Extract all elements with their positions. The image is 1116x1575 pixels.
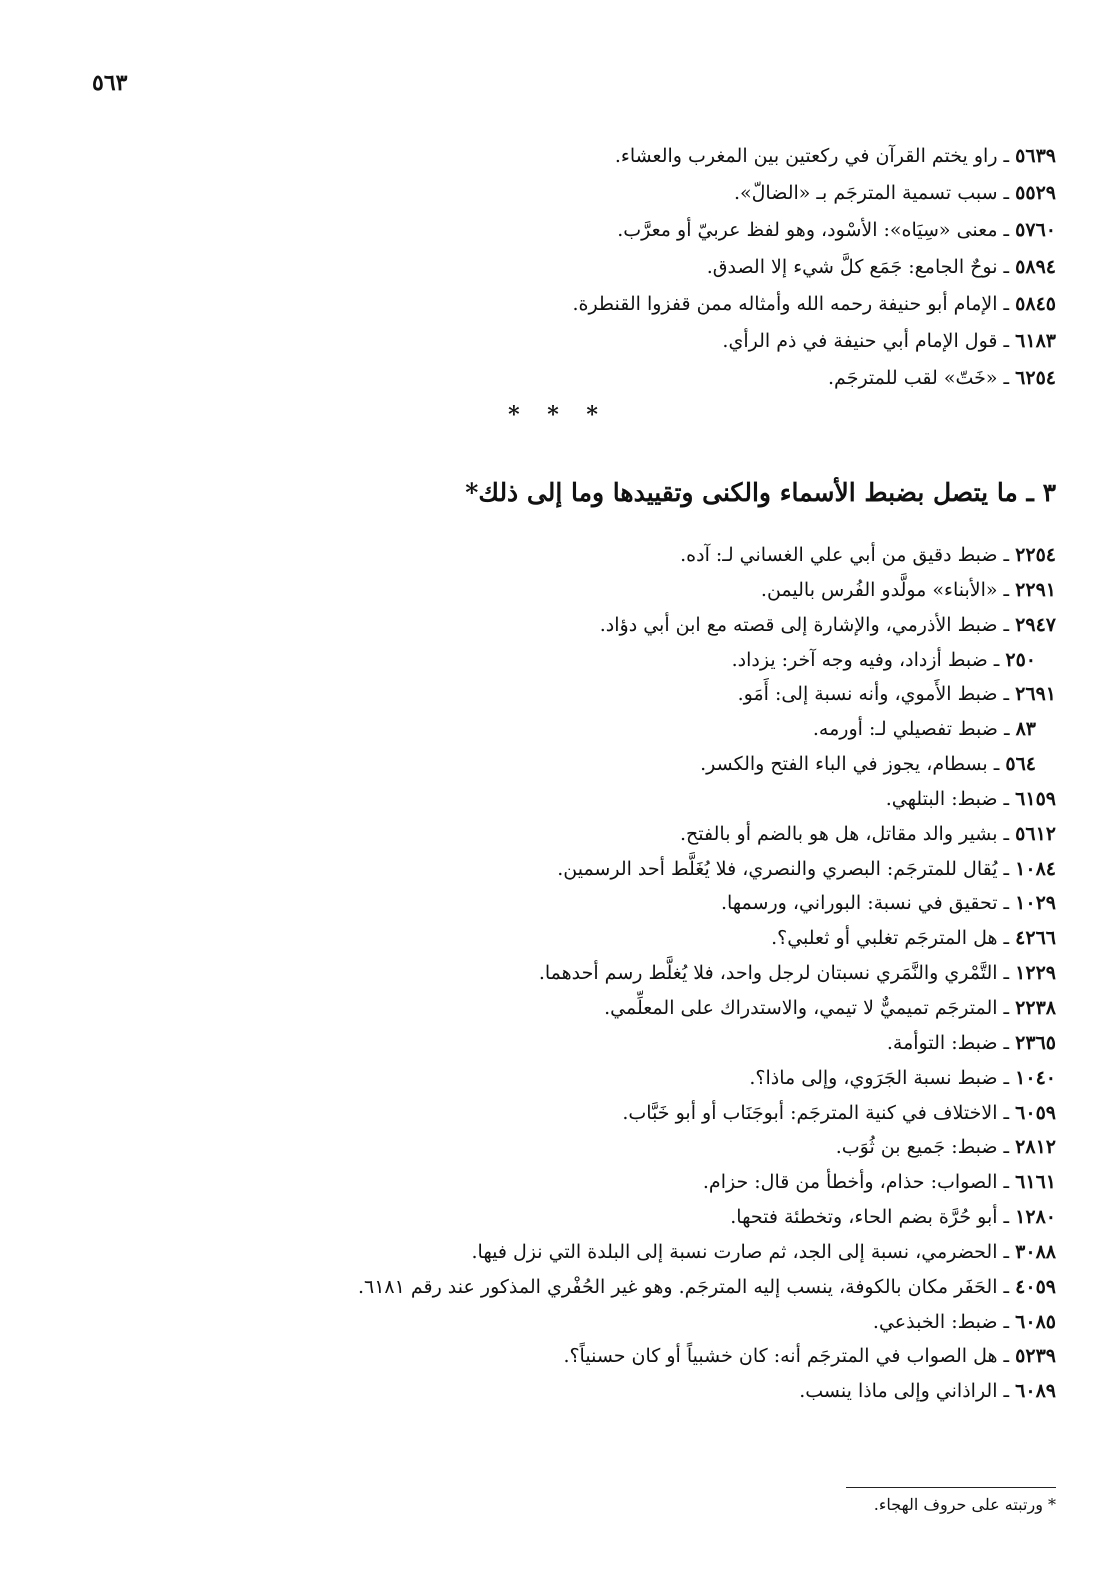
- list-item: [358, 782, 1056, 817]
- list-item: [572, 286, 1056, 323]
- entry-number: ٣٠٨٨: [1015, 1240, 1056, 1263]
- entry-text: يُقال للمترجَم: البصري والنصري، فلا يُغَلَّط أحد الرسمين.: [557, 857, 998, 880]
- entry-number: ٥٢٣٩: [1015, 1345, 1056, 1368]
- list-item: [358, 921, 1056, 956]
- footnote-rule: [846, 1487, 1056, 1488]
- entry-text: ضبط تفصيلي لـ: أورمه.: [812, 718, 998, 741]
- entry-text: المترجَم تميميٌّ لا تيمي، والاستدراك على المعلِّمي.: [604, 996, 998, 1019]
- entry-number: ٨٣: [1015, 718, 1036, 741]
- footnote: * ورتبته على حروف الهجاء.: [873, 1495, 1056, 1514]
- entry-dash: ـ: [997, 1240, 1016, 1263]
- entry-dash: ـ: [997, 822, 1016, 845]
- entry-text: تحقيق في نسبة: البوراني، ورسمها.: [720, 892, 998, 915]
- entry-text: ضبط أزداد، وفيه وجه آخر: يزداد.: [731, 648, 988, 671]
- entry-text: هل المترجَم تغلبي أو ثعلبي؟.: [771, 927, 998, 950]
- entry-text: بسطام، يجوز في الباء الفتح والكسر.: [700, 753, 988, 776]
- entry-number: ٦٢٥٤: [1015, 367, 1056, 389]
- entry-number: ٢٢٥٤: [1015, 544, 1056, 566]
- entry-number: ٦١٨٣: [1015, 330, 1056, 352]
- entry-dash: ـ: [997, 1206, 1016, 1229]
- list-item: [358, 608, 1056, 643]
- list-item: [358, 1339, 1056, 1374]
- entry-dash: ـ: [997, 1101, 1016, 1124]
- list-item: [358, 1026, 1056, 1061]
- entry-text: الراذاني وإلى ماذا ينسب.: [799, 1380, 998, 1403]
- entry-number: ٤٠٥٩: [1015, 1275, 1056, 1298]
- entry-list-top: [572, 138, 1056, 397]
- entry-dash: ـ: [997, 1380, 1016, 1403]
- entry-number: ٢٨١٢: [1015, 1136, 1056, 1159]
- entry-dash: ـ: [997, 1310, 1016, 1333]
- entry-dash: ـ: [997, 1136, 1016, 1159]
- list-item: [358, 573, 1056, 608]
- entry-text: ضبط دقيق من أبي علي الغساني لـ: آده.: [680, 544, 998, 566]
- entry-number: ١٠٤٠: [1015, 1066, 1056, 1089]
- entry-dash: ـ: [997, 892, 1016, 915]
- entry-list-section-3: [358, 538, 1056, 1409]
- entry-text: «خَتّ» لقب للمترجَم.: [828, 367, 998, 389]
- list-item: [358, 538, 1056, 573]
- list-item: [358, 712, 1056, 747]
- list-item: [358, 886, 1056, 921]
- entry-dash: ـ: [997, 145, 1016, 167]
- list-item: [572, 138, 1056, 175]
- entry-dash: ـ: [997, 613, 1016, 636]
- entry-text: معنى «سِيَاه»: الأسْود، وهو لفظ عربيّ أو معرَّب.: [617, 219, 998, 241]
- entry-dash: ـ: [997, 927, 1016, 950]
- entry-text: راو يختم القرآن في ركعتين بين المغرب والعشاء.: [614, 145, 998, 167]
- list-item: [358, 747, 1056, 782]
- entry-dash: ـ: [997, 1171, 1016, 1194]
- entry-text: ضبط: جَميع بن ثُوَب.: [835, 1136, 998, 1159]
- entry-text: ضبط: الخبذعي.: [872, 1310, 998, 1333]
- list-item: [358, 852, 1056, 887]
- list-item: [358, 1305, 1056, 1340]
- entry-text: هل الصواب في المترجَم أنه: كان خشبياً أو كان حسنياً؟.: [563, 1345, 998, 1368]
- entry-text: ضبط: البتلهي.: [885, 787, 998, 810]
- entry-text: ضبط الأَموي، وأنه نسبة إلى: أَمَو.: [737, 683, 998, 706]
- entry-dash: ـ: [997, 683, 1016, 706]
- entry-number: ٢٢٣٨: [1015, 996, 1056, 1019]
- entry-dash: ـ: [997, 1066, 1016, 1089]
- page-number: ٥٦٣: [92, 70, 128, 96]
- entry-number: ٥٦٣٩: [1015, 145, 1056, 167]
- list-item: [358, 1235, 1056, 1270]
- entry-text: الصواب: حذام، وأخطأ من قال: حزام.: [702, 1171, 998, 1194]
- entry-dash: ـ: [997, 330, 1016, 352]
- entry-number: ١٠٨٤: [1015, 857, 1056, 880]
- entry-dash: ـ: [997, 962, 1016, 985]
- list-item: [358, 643, 1056, 678]
- entry-dash: ـ: [997, 544, 1016, 566]
- entry-dash: ـ: [997, 219, 1016, 241]
- entry-dash: ـ: [997, 293, 1016, 315]
- entry-number: ٥٥٢٩: [1015, 182, 1056, 204]
- list-item: [358, 1374, 1056, 1409]
- entry-text: سبب تسمية المترجَم بـ «الضالّ».: [733, 182, 998, 204]
- entry-text: أبو حُرَّة بضم الحاء، وتخطئة فتحها.: [730, 1206, 998, 1229]
- entry-dash: ـ: [997, 1031, 1016, 1054]
- entry-dash: ـ: [997, 578, 1016, 601]
- list-item: [358, 1165, 1056, 1200]
- entry-dash: ـ: [997, 718, 1016, 741]
- section-separator: * * *: [508, 402, 608, 428]
- entry-dash: ـ: [997, 182, 1016, 204]
- entry-number: ٥٦١٢: [1015, 822, 1056, 845]
- list-item: [572, 175, 1056, 212]
- section-heading: ٣ ـ ما يتصل بضبط الأسماء والكنى وتقييدها وما إلى ذلك*: [465, 478, 1056, 507]
- entry-number: ٦١٦١: [1015, 1171, 1056, 1194]
- list-item: [358, 817, 1056, 852]
- entry-text: الإمام أبو حنيفة رحمه الله وأمثاله ممن قفزوا القنطرة.: [572, 293, 998, 315]
- entry-number: ٦٠٨٩: [1015, 1380, 1056, 1403]
- list-item: [358, 1061, 1056, 1096]
- entry-number: ٢٥٠: [1005, 648, 1036, 671]
- list-item: [358, 956, 1056, 991]
- entry-text: الاختلاف في كنية المترجَم: أبوجَنَاب أو أبو خَبَّاب.: [622, 1101, 998, 1124]
- list-item: [572, 249, 1056, 286]
- entry-number: ٢٦٩١: [1015, 683, 1056, 706]
- entry-dash: ـ: [987, 648, 1006, 671]
- entry-text: التَّمْري والنَّمَري نسبتان لرجل واحد، فلا يُغلَّط رسم أحدهما.: [538, 962, 998, 985]
- entry-dash: ـ: [987, 753, 1006, 776]
- entry-dash: ـ: [997, 996, 1016, 1019]
- entry-text: بشير والد مقاتل، هل هو بالضم أو بالفتح.: [679, 822, 998, 845]
- entry-number: ٥٨٤٥: [1015, 293, 1056, 315]
- entry-number: ٦١٥٩: [1015, 787, 1056, 810]
- entry-number: ٥٨٩٤: [1015, 256, 1056, 278]
- entry-dash: ـ: [997, 1275, 1016, 1298]
- list-item: [358, 1130, 1056, 1165]
- list-item: [572, 360, 1056, 397]
- entry-number: ٥٧٦٠: [1015, 219, 1056, 241]
- entry-text: «الأبناء» مولَّدو الفُرس باليمن.: [760, 578, 998, 601]
- entry-dash: ـ: [997, 1345, 1016, 1368]
- entry-dash: ـ: [997, 367, 1016, 389]
- entry-number: ٤٢٦٦: [1015, 927, 1056, 950]
- entry-text: الحَفَر مكان بالكوفة، ينسب إليه المترجَم. وهو غير الحُفْري المذكور عند رقم ٦١٨١.: [357, 1275, 998, 1298]
- list-item: [358, 677, 1056, 712]
- entry-number: ٦٠٥٩: [1015, 1101, 1056, 1124]
- list-item: [572, 323, 1056, 360]
- entry-text: ضبط نسبة الجَرَوي، وإلى ماذا؟.: [749, 1066, 998, 1089]
- entry-number: ٦٠٨٥: [1015, 1310, 1056, 1333]
- entry-text: نوحٌ الجامع: جَمَع كلَّ شيء إلا الصدق.: [706, 256, 998, 278]
- list-item: [358, 991, 1056, 1026]
- list-item: [572, 212, 1056, 249]
- entry-text: الحضرمي، نسبة إلى الجد، ثم صارت نسبة إلى البلدة التي نزل فيها.: [471, 1240, 998, 1263]
- entry-text: قول الإمام أبي حنيفة في ذم الرأي.: [722, 330, 998, 352]
- entry-number: ١٢٨٠: [1015, 1206, 1056, 1229]
- entry-number: ١٢٢٩: [1015, 962, 1056, 985]
- entry-number: ٢٩٤٧: [1015, 613, 1056, 636]
- list-item: [358, 1200, 1056, 1235]
- entry-number: ٢٣٦٥: [1015, 1031, 1056, 1054]
- list-item: [358, 1096, 1056, 1131]
- entry-number: ١٠٢٩: [1015, 892, 1056, 915]
- entry-dash: ـ: [997, 787, 1016, 810]
- entry-number: ٢٢٩١: [1015, 578, 1056, 601]
- entry-text: ضبط: التوأمة.: [886, 1031, 998, 1054]
- list-item: [358, 1270, 1056, 1305]
- entry-dash: ـ: [997, 857, 1016, 880]
- entry-text: ضبط الأذرمي، والإشارة إلى قصته مع ابن أبي دؤاد.: [599, 613, 998, 636]
- entry-dash: ـ: [997, 256, 1016, 278]
- entry-number: ٥٦٤: [1005, 753, 1036, 776]
